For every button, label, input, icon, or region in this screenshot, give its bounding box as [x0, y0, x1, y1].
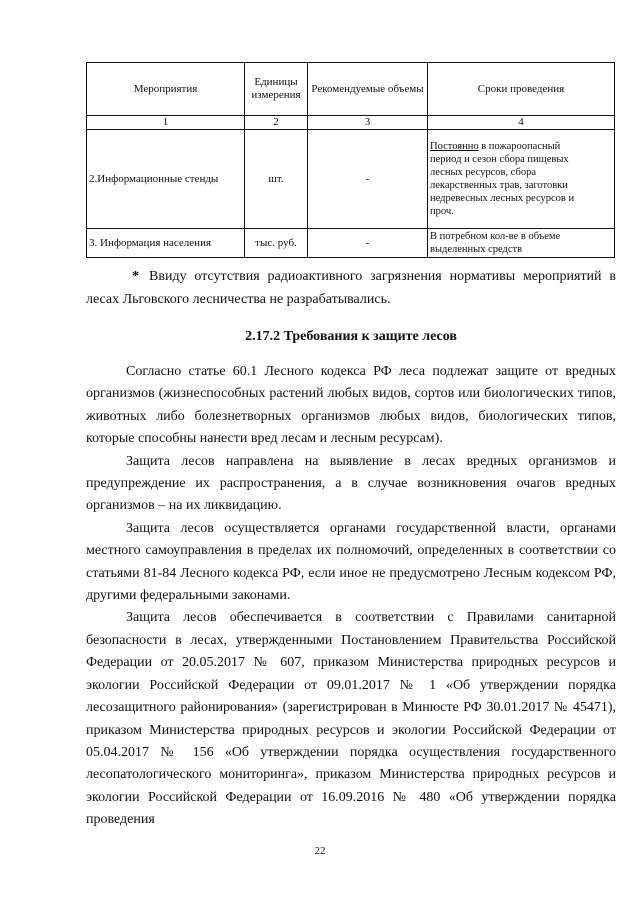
column-number: 2 — [245, 116, 308, 130]
table-row — [87, 130, 615, 229]
term-line: проч. — [430, 206, 454, 217]
header-volumes: Рекомендуемые объемы — [308, 63, 428, 116]
column-number: 1 — [87, 116, 245, 130]
term-underlined: Постоянно — [430, 141, 479, 152]
row-measure-name: 2.Информационные стенды — [87, 130, 245, 229]
term-line: период и сезон сбора пищевых — [430, 154, 569, 165]
row-unit: тыс. руб. — [245, 229, 308, 258]
header-units: Единицы измерения — [245, 63, 308, 116]
column-number: 3 — [308, 116, 428, 130]
measures-table — [86, 62, 615, 258]
footnote-text: Ввиду отсутствия радиоактивного загрязнения нормативы мероприятий в лесах Льговского лесничества не разрабатывались. — [86, 269, 616, 307]
section-body — [86, 361, 616, 832]
term-line: недревесных лесных ресурсов и — [430, 193, 575, 204]
section-title: 2.17.2 Требования к защите лесов — [245, 329, 457, 344]
paragraph: Защита лесов направлена на выявление в лесах вредных организмов и предупреждение их распространения, а в случае возникновения очагов вредных организмов – на их ликвидацию. — [86, 453, 616, 514]
row-unit: шт. — [245, 130, 308, 229]
row-term — [428, 130, 615, 229]
row-volume: - — [308, 229, 428, 258]
term-line: В потребном кол-ве в объеме — [430, 231, 561, 242]
paragraph: Защита лесов осуществляется органами государственной власти, органами местного самоуправления в пределах их полномочий, определенных в соответствии со статьями 81-84 Лесного кодекса РФ, если иное не предусмотрено Лесным кодексом РФ, другими федеральными законами. — [86, 520, 616, 604]
table-row — [87, 229, 615, 258]
row-measure-name: 3. Информация населения — [87, 229, 245, 258]
term-text: в пожароопасный — [478, 141, 561, 152]
header-measures: Мероприятия — [87, 63, 245, 116]
row-volume: - — [308, 130, 428, 229]
table-number-row — [87, 116, 615, 130]
header-terms: Сроки проведения — [428, 63, 615, 116]
term-line: лекарственных трав, заготовки — [430, 180, 568, 191]
term-line: лесных ресурсов, сбора — [430, 167, 536, 178]
paragraph: Защита лесов обеспечивается в соответствии с Правилами санитарной безопасности в лесах, утвержденными Постановлением Правительства Российской Федерации от 20.05.2017 № 607, приказом Министерства природных ресурсов и экологии Российской Федерации от 09.01.2017 № 1 «Об утверждении порядка лесозащитного районирования» (зарегистрирован в Минюсте РФ 30.01.2017 № 45471), приказом Министерства природных ресурсов и экологии Российской Федерации от 05.04.2017 № 156 «Об утверждении порядка осуществления государственного лесопатологического мониторинга», приказом Министерства природных ресурсов и экологии Российской Федерации от 16.09.2016 № 480 «Об утверждении порядка проведения — [86, 610, 616, 828]
page-number: 22 — [314, 845, 326, 857]
term-line — [430, 140, 612, 153]
table-header-row — [87, 63, 615, 116]
paragraph: Согласно статье 60.1 Лесного кодекса РФ леса подлежат защите от вредных организмов (жизнеспособных растений любых видов, сортов или биологических типов, животных либо болезнетворных организмов любых видов, биологических типов, которые способны нанести вред лесам и лесным ресурсам). — [86, 364, 616, 447]
term-line: выделенных средств — [430, 244, 523, 255]
row-term — [428, 229, 615, 258]
column-number: 4 — [428, 116, 615, 130]
footnote-star: * — [132, 269, 139, 284]
footnote — [86, 265, 616, 311]
